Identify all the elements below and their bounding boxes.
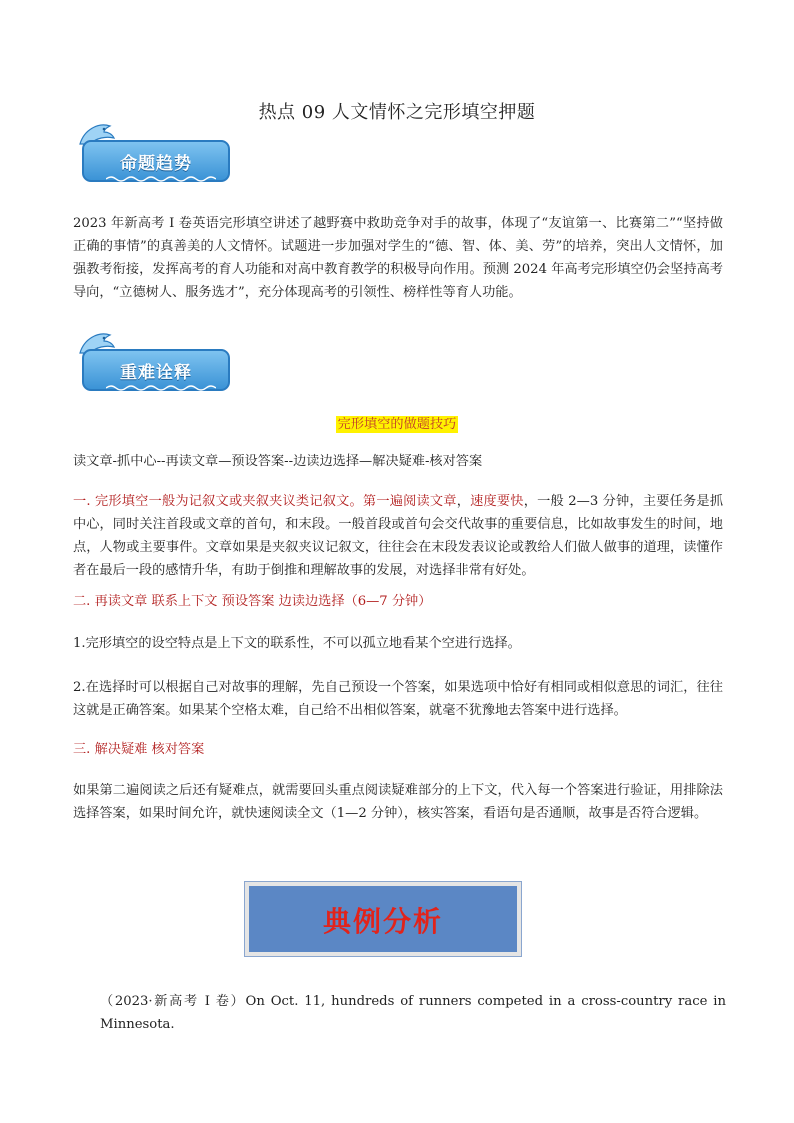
badge-label: 命题趋势 (120, 154, 192, 174)
intro-paragraph: 2023 年新高考 I 卷英语完形填空讲述了越野赛中救助竞争对手的故事，体现了“友谊第一、比赛第二”“坚持做正确的事情”的真善美的人文情怀。试题进一步加强对学生的“德、智、体、美、劳”的培养，突出人文情怀，加强教考衔接，发挥高考的育人功能和对高中教育教学的积极导向作用。预测 2024 年高考完形填空仍会坚持高考导向，“立德树人、服务选才”，充分体现高考的引领性、榜样性等育人功能。 (73, 216, 723, 300)
wave-decoration (106, 384, 216, 392)
tips-heading: 完形填空的做题技巧 (337, 417, 457, 432)
example-analysis-banner (244, 881, 522, 957)
point-2: 2.在选择时可以根据自己对故事的理解，先自己预设一个答案，如果选项中恰好有相同或相似意思的词汇，往往这就是正确答案。如果某个空格太难，自己给不出相似答案，就毫不犹豫地去答案中进行选择。 (73, 680, 723, 718)
page-title: 热点 09 人文情怀之完形填空押题 (258, 102, 536, 123)
point-1: 1.完形填空的设空特点是上下文的联系性，不可以孤立地看某个空进行选择。 (73, 636, 521, 651)
example-analysis-label: 典例分析 (322, 905, 443, 938)
section-1-emphasis-read: 第一遍阅读文章 (362, 494, 457, 509)
steps-line: 读文章-抓中心--再读文章—预设答案--边读边选择—解决疑难-核对答案 (73, 454, 483, 469)
wave-decoration (106, 175, 216, 183)
section-1-body: ，一般 2—3 分钟，主要任务是抓中心，同时关注首段或文章的首句，和末段。一般首段或首句会交代故事的重要信息，比如故事发生的时间，地点，人物或主要事件。文章如果是夹叙夹议记叙文，往往会在末段发表议论或教给人们做人做事的道理，读懂作者在最后一段的感情升华，有助于倒推和理解故事的发展，对选择非常有好处。 (73, 494, 724, 578)
section-1-emphasis-speed: 速度要快 (470, 494, 524, 509)
section-3-body: 如果第二遍阅读之后还有疑难点，就需要回头重点阅读疑难部分的上下文，代入每一个答案进行验证，用排除法选择答案，如果时间允许，就快速阅读全文（1—2 分钟），核实答案，看语句是否通顺，故事是否符合逻辑。 (73, 783, 723, 821)
example-first-line: （2023·新高考 I 卷）On Oct. 11, hundreds of runners competed in a cross-country race in Minnesota. (100, 994, 726, 1032)
section-2-heading: 二. 再读文章 联系上下文 预设答案 边读边选择（6—7 分钟） (73, 594, 432, 609)
section-1-paragraph: 一. 完形填空一般为记叙文或夹叙夹议类记叙文。第一遍阅读文章，速度要快，一般 2—3 分钟，主要任务是抓中心，同时关注首段或文章的首句，和末段。一般首段或首句会交代故事的重要信息，比如故事发生的时间，地点，人物或主要事件。文章如果是夹叙夹议记叙文，往往会在末段发表议论或教给人们做人做事的道理，读懂作者在最后一段的感情升华，有助于倒推和理解故事的发展，对选择非常有好处。 (73, 494, 724, 578)
section-1-lead: 一. 完形填空一般为记叙文或夹叙夹议类记叙文。 (73, 494, 363, 509)
badge-label: 重难诠释 (120, 363, 192, 383)
section-3-heading: 三. 解决疑难 核对答案 (73, 742, 205, 757)
section-badge-trend (76, 134, 231, 184)
section-badge-key-points (76, 343, 231, 393)
